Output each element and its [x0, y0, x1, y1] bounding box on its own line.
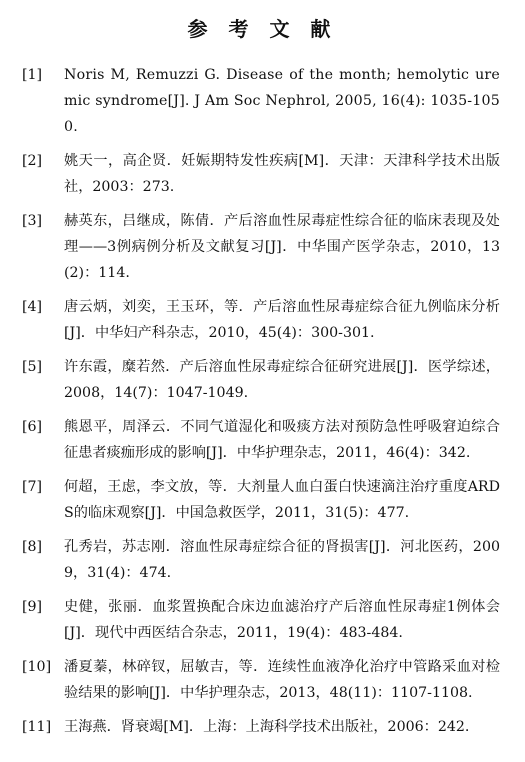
page-title: 参 考 文 献: [187, 17, 338, 41]
reference-text: Noris M, Remuzzi G. Disease of the month; hemolytic uremic syndrome[J]. J Am Soc Nephrol, 2005, 16(4): 1035-1050.: [64, 67, 500, 135]
reference-number: [10]: [22, 659, 52, 675]
reference-item-1: [22, 62, 500, 140]
reference-text: 姚天一，高企贤．妊娠期特发性疾病[M]．天津：天津科学技术出版社，2003：273.: [64, 153, 500, 195]
reference-list: [22, 62, 500, 748]
reference-number: [6]: [22, 419, 43, 435]
reference-number: [8]: [22, 539, 43, 555]
reference-item-11: [22, 714, 500, 740]
reference-number: [11]: [22, 719, 52, 735]
reference-text: 潘夏蓁，林碎钗，屈敏吉，等．连续性血液净化治疗中管路采血对检验结果的影响[J]．中华护理杂志，2013，48(11)：1107-1108.: [64, 659, 500, 701]
reference-number: [5]: [22, 359, 43, 375]
reference-number: [1]: [22, 67, 43, 83]
reference-number: [4]: [22, 299, 43, 315]
reference-item-8: [22, 534, 500, 586]
reference-text: 唐云炳，刘奕，王玉环，等．产后溶血性尿毒症综合征九例临床分析[J]．中华妇产科杂志，2010，45(4)：300-301.: [64, 299, 500, 341]
reference-item-10: [22, 654, 500, 706]
reference-item-4: [22, 294, 500, 346]
reference-text: 何超，王虑，李文放，等．大剂量人血白蛋白快速滴注治疗重度ARDS的临床观察[J]．中国急救医学，2011，31(5)：477.: [64, 479, 500, 521]
reference-number: [9]: [22, 599, 43, 615]
reference-number: [2]: [22, 153, 43, 169]
reference-item-3: [22, 208, 500, 286]
reference-item-5: [22, 354, 500, 406]
reference-text: 孔秀岩，苏志刚．溶血性尿毒症综合征的肾损害[J]．河北医药，2009，31(4)：474.: [64, 539, 500, 581]
reference-item-6: [22, 414, 500, 466]
reference-text: 史健，张丽．血浆置换配合床边血滤治疗产后溶血性尿毒症1例体会[J]．现代中西医结合杂志，2011，19(4)：483-484.: [64, 599, 500, 641]
reference-item-2: [22, 148, 500, 200]
reference-text: 赫英东，吕继成，陈倩．产后溶血性尿毒症性综合征的临床表现及处理——3例病例分析及文献复习[J]．中华围产医学杂志，2010，13(2)：114.: [64, 213, 500, 281]
reference-item-9: [22, 594, 500, 646]
reference-text: 王海燕．肾衰竭[M]．上海：上海科学技术出版社，2006：242.: [64, 719, 470, 735]
reference-text: 许东霞，糜若然．产后溶血性尿毒症综合征研究进展[J]．医学综述，2008，14(7)：1047-1049.: [64, 359, 500, 401]
reference-number: [3]: [22, 213, 43, 229]
reference-number: [7]: [22, 479, 43, 495]
reference-item-7: [22, 474, 500, 526]
reference-text: 熊恩平，周泽云．不同气道湿化和吸痰方法对预防急性呼吸窘迫综合征患者痰痂形成的影响[J]．中华护理杂志，2011，46(4)：342.: [64, 419, 500, 461]
